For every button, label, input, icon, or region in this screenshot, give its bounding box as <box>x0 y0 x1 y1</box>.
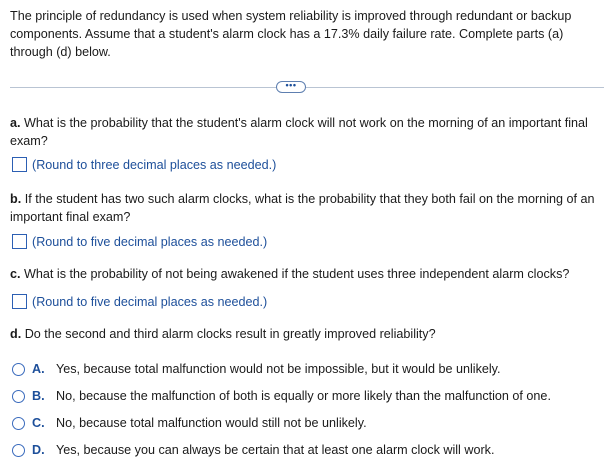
question-b-letter: b. <box>10 192 22 206</box>
hint-a: (Round to three decimal places as needed.) <box>32 157 277 172</box>
question-c <box>10 265 602 283</box>
answer-row-b <box>12 233 267 250</box>
option-b-radio[interactable] <box>12 390 25 403</box>
question-a <box>10 114 602 150</box>
answer-row-a <box>12 156 276 173</box>
option-b[interactable] <box>12 387 551 405</box>
option-c-radio[interactable] <box>12 417 25 430</box>
option-c-letter: C. <box>32 416 45 430</box>
option-c-text: No, because total malfunction would still not be unlikely. <box>56 416 367 430</box>
expand-more-button[interactable]: ••• <box>276 81 306 93</box>
problem-intro: The principle of redundancy is used when system reliability is improved through redundant or backup components. Assume that a student's alarm clock has a 17.3% daily failure rate. Complete parts (a) through (d) below. <box>10 9 572 59</box>
option-b-text: No, because the malfunction of both is equally or more likely than the malfunction of one. <box>56 389 551 403</box>
option-a-letter: A. <box>32 362 45 376</box>
question-b <box>10 190 602 226</box>
option-d-text: Yes, because you can always be certain that at least one alarm clock will work. <box>56 443 495 457</box>
hint-c: (Round to five decimal places as needed.) <box>32 294 268 309</box>
option-d-radio[interactable] <box>12 444 25 457</box>
option-c[interactable] <box>12 414 367 432</box>
option-a-text: Yes, because total malfunction would not be impossible, but it would be unlikely. <box>56 362 501 376</box>
answer-input-c[interactable] <box>12 294 27 309</box>
option-b-letter: B. <box>32 389 45 403</box>
option-a-radio[interactable] <box>12 363 25 376</box>
question-a-text: What is the probability that the student's alarm clock will not work on the morning of an important final exam? <box>10 116 588 148</box>
question-d <box>10 325 602 343</box>
question-c-text: What is the probability of not being awakened if the student uses three independent alarm clocks? <box>24 267 570 281</box>
answer-input-a[interactable] <box>12 157 27 172</box>
option-a[interactable] <box>12 360 501 378</box>
question-c-letter: c. <box>10 267 21 281</box>
question-d-letter: d. <box>10 327 22 341</box>
question-a-letter: a. <box>10 116 21 130</box>
question-d-text: Do the second and third alarm clocks result in greatly improved reliability? <box>24 327 436 341</box>
hint-b: (Round to five decimal places as needed.) <box>32 234 268 249</box>
section-divider <box>10 87 604 88</box>
option-d-letter: D. <box>32 443 45 457</box>
answer-row-c <box>12 293 267 310</box>
question-b-text: If the student has two such alarm clocks, what is the probability that they both fail on the morning of an important final exam? <box>10 192 595 224</box>
answer-input-b[interactable] <box>12 234 27 249</box>
option-d[interactable] <box>12 441 494 459</box>
